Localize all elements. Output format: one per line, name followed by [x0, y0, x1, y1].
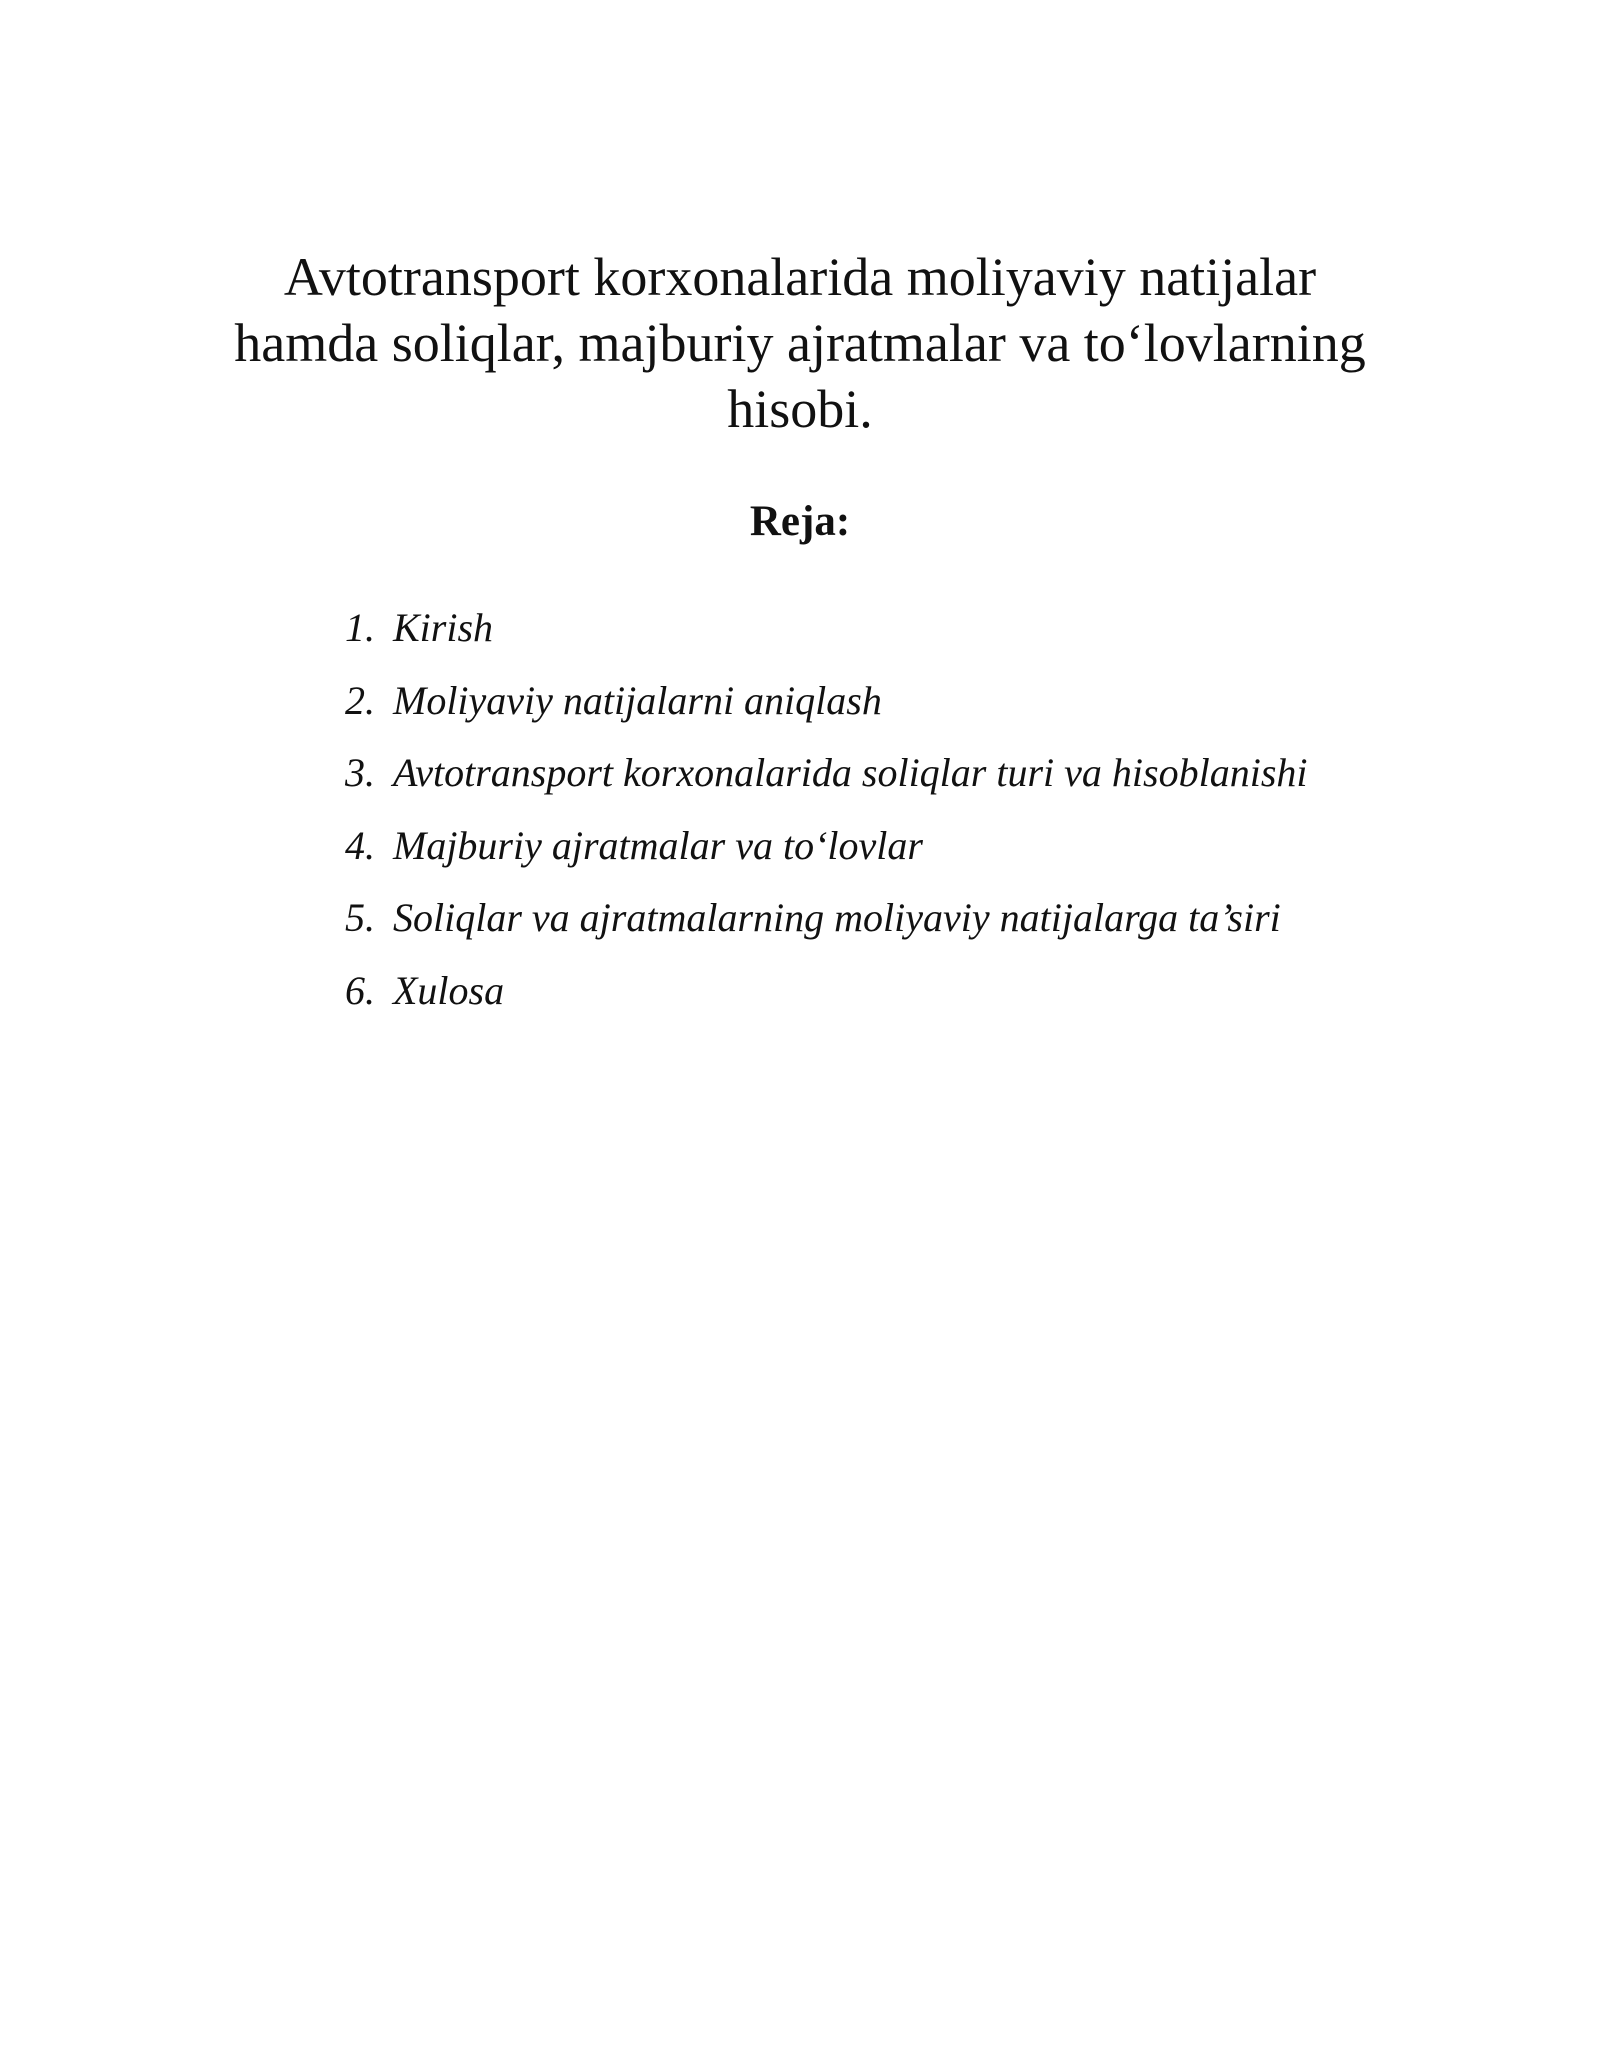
plan-item-soliqlar-turi — [345, 745, 1308, 801]
plan-item-number: 3. — [345, 750, 375, 795]
document-title — [150, 244, 1450, 442]
title-line: Avtotransport korxonalarida moliyaviy natijalar — [283, 247, 1317, 307]
plan-heading: Reja: — [749, 498, 851, 545]
plan-item-number: 1. — [345, 605, 375, 650]
plan-item-number: 2. — [345, 677, 375, 723]
plan-item-moliyaviy-natijalar — [345, 673, 1308, 729]
plan-item-majburiy-ajratmalar — [345, 818, 1308, 874]
plan-item-text: Avtotransport korxonalarida soliqlar turi va hisoblanishi — [393, 750, 1308, 795]
plan-item-number: 4. — [345, 822, 375, 868]
plan-item-number: 5. — [345, 895, 375, 940]
plan-item-text: Kirish — [393, 605, 494, 650]
plan-item-xulosa — [345, 963, 1308, 1019]
plan-item-number: 6. — [345, 967, 375, 1013]
plan-item-text: Soliqlar va ajratmalarning moliyaviy natijalarga ta’siri — [393, 895, 1281, 940]
plan-list — [345, 600, 1308, 1035]
plan-item-text: Moliyaviy natijalarni aniqlash — [393, 677, 882, 723]
plan-item-tasiri — [345, 890, 1308, 946]
plan-item-text: Majburiy ajratmalar va to‘lovlar — [393, 822, 923, 868]
plan-item-text: Xulosa — [393, 967, 505, 1013]
title-line: hamda soliqlar, majburiy ajratmalar va to‘lovlarning — [234, 313, 1366, 373]
plan-item-kirish — [345, 600, 1308, 656]
title-line: hisobi. — [727, 379, 873, 439]
